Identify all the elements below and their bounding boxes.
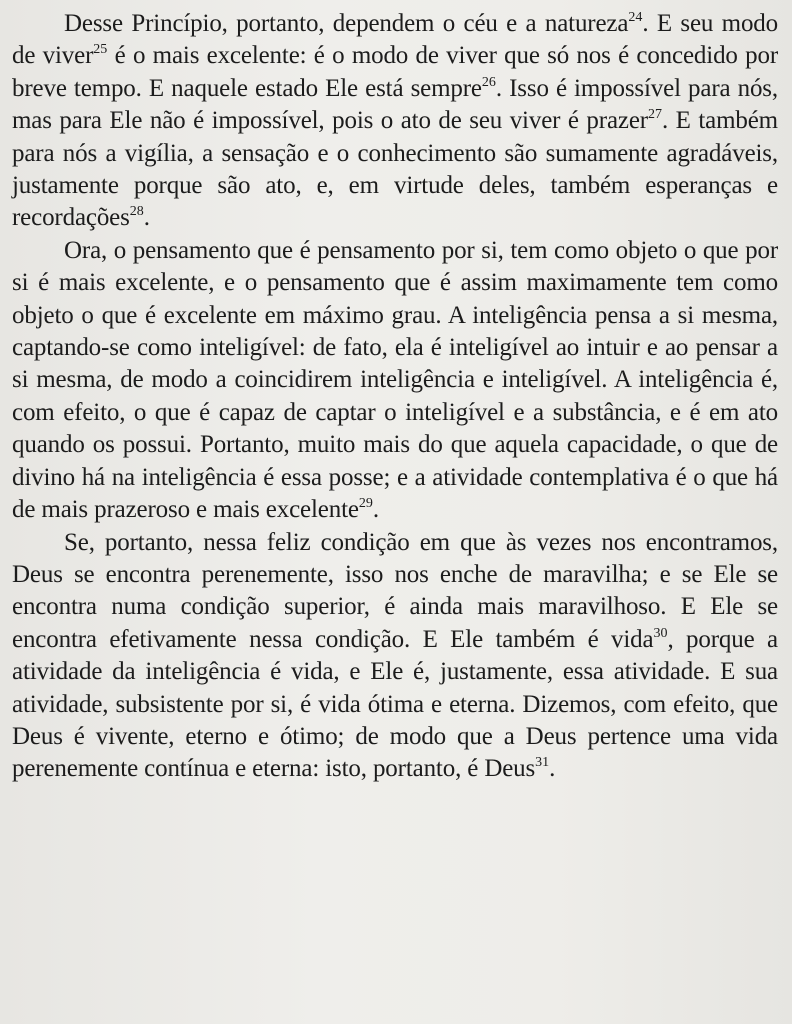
footnote-marker: 31: [535, 755, 550, 771]
text-run: .: [143, 204, 150, 232]
text-run: Ora, o pensamento que é pensamento por si, tem como objeto o que por si é mais excelente, e o pensamento que é assim maximamente tem como objeto o que é excelente em máximo grau. A inteligência pensa a si mesma, captando-se como inteligível: de fato, ela é inteligível ao intuir e ao pensar a si mesma, de modo a coincidirem inteligência e inteligível. A inteligência é, com efeito, o que é capaz de captar o inteligível e a substância, e é em ato quando os possui. Portanto, muito mais do que aquela capacidade, o que de divino há na inteligência é essa posse; e a atividade contemplativa é o que há de mais prazeroso e mais excelente: [12, 236, 778, 524]
footnote-marker: 25: [93, 42, 108, 58]
footnote-marker: 27: [647, 107, 662, 123]
text-run: , porque a atividade da inteligência é vida, e Ele é, justamente, essa atividade. E sua atividade, subsistente por si, é vida ótima e eterna. Dizemos, com efeito, que Deus é vivente, eterno e ótimo; de modo que a Deus pertence uma vida perenemente contínua e eterna: isto, portanto, é Deus: [12, 625, 778, 783]
paragraph: [12, 235, 778, 527]
text-run: . E seu modo de viver: [12, 10, 778, 70]
footnote-marker: 29: [358, 496, 373, 512]
paragraph: [12, 8, 778, 235]
body-text: [12, 8, 778, 786]
footnote-marker: 28: [129, 204, 144, 220]
footnote-marker: 30: [653, 625, 668, 641]
text-run: .: [372, 496, 379, 524]
text-run: Desse Princípio, portanto, dependem o céu e a natureza: [64, 10, 629, 37]
text-run: .: [549, 755, 556, 783]
footnote-marker: 26: [481, 74, 496, 90]
text-run: Se, portanto, nessa feliz condição em que às vezes nos encontramos, Deus se encontra perenemente, isso nos enche de maravilha; e se Ele se encontra numa condição superior, é ainda mais maravilhoso. E Ele se encontra efetivamente nessa condição. E Ele também é vida: [12, 528, 778, 653]
text-run: é o mais excelente: é o modo de viver que só nos é concedido por breve tempo. E naquele estado Ele está sempre: [12, 42, 778, 102]
footnote-marker: 24: [628, 10, 643, 25]
paragraph: [12, 527, 778, 786]
text-run: . Isso é impossível para nós, mas para Ele não é impossível, pois o ato de seu viver é prazer: [12, 74, 778, 135]
text-run: . E também para nós a vigília, a sensação e o conhecimento são sumamente agradáveis, justamente porque são ato, e, em virtude deles, também esperanças e recordações: [12, 107, 778, 232]
